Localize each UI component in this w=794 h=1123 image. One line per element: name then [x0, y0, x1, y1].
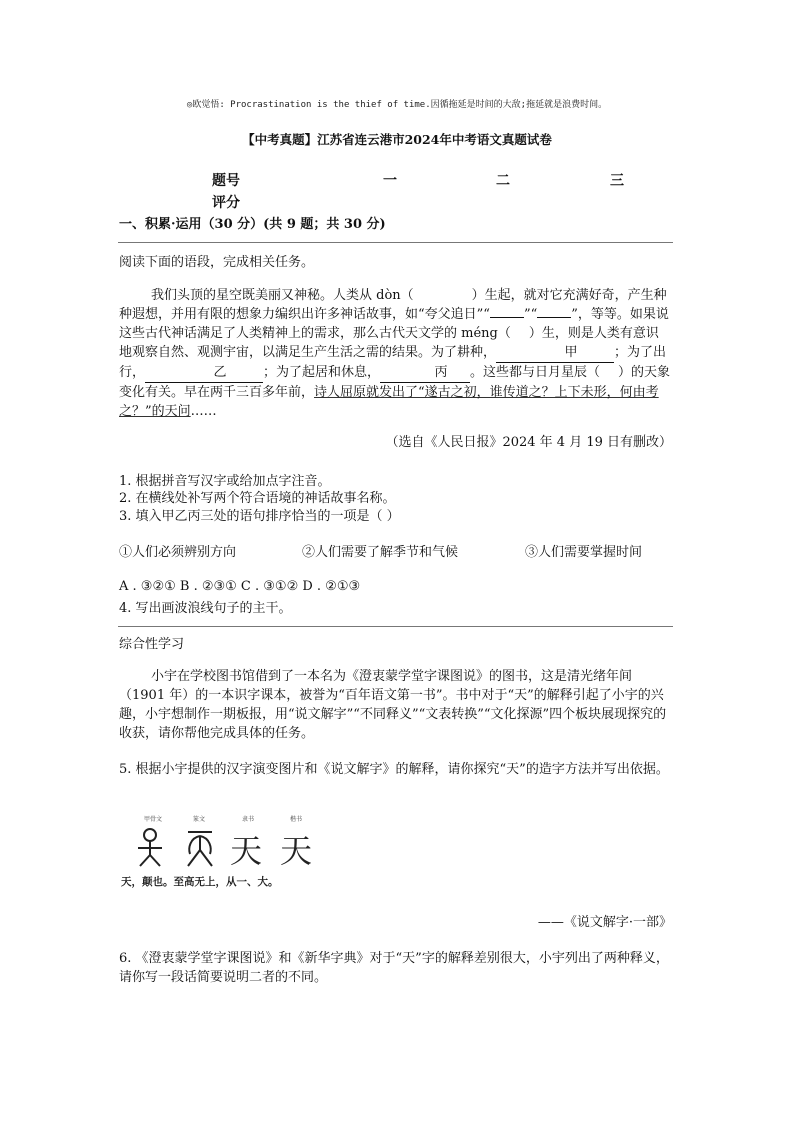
- regular-glyph: 天: [280, 832, 313, 870]
- score-table-col-2: 二: [496, 173, 510, 189]
- reading-intro: 阅读下面的语段，完成相关任务。: [119, 255, 315, 270]
- question-5: 5. 根据小宇提供的汉字演变图片和《说文解字》的解释，请你探究“天”的造字方法并写出依据。: [119, 762, 669, 777]
- score-table-col-1: 一: [383, 173, 397, 189]
- integrated-learning-paragraph: 小宇在学校图书馆借到了一本名为《澄衷蒙学堂字课图说》的图书，这是清光绪年间（1901 年）的一本识字课本，被誉为“百年语文第一书”。书中对于“天”的解释引起了小宇的兴趣，小宇想制作一期板报，用“说文解字”“不同释义”“文表转换”“文化探源”四个板块展现探究的收获，请你帮他完成具体的任务。: [119, 669, 667, 741]
- question-1: 1. 根据拼音写汉字或给加点字注音。: [119, 474, 331, 489]
- label-clerical: 隶书: [242, 816, 255, 823]
- label-regular: 楷书: [290, 816, 303, 823]
- score-table-header-label: 题号: [212, 173, 240, 189]
- reading-passage: 我们头顶的星空既美丽又神秘。人类从 dòn（ ）生起，就对它充满好奇，产生种种遐想，并用有限的想象力编织出许多神话故事，如“夸父追日”“ ”“ ”，等等。如果说这些古代神话满足了人类精神上的需求，那么古代天文学的 méng（ ）生，则是人类有意识地观察自然、观测宇宙，以满足生产生活之需的结果。为了耕种， 甲 ；为了出行， 乙 ；为了起居和休息， 丙 。这些都与日月星辰（ ）的天象变化有关。早在两千三百多年前，诗人屈原就发出了“遂古之初，谁传道之？上下未形，何由考之？”的天问……: [119, 288, 671, 419]
- question-3: 3. 填入甲乙丙三处的语句排序恰当的一项是（ ）: [119, 509, 400, 524]
- integrated-learning-heading: 综合性学习: [119, 637, 185, 652]
- label-oracle-bone: 甲骨文: [144, 816, 163, 823]
- question-2: 2. 在横线处补写两个符合语境的神话故事名称。: [119, 491, 396, 506]
- option-3: ③人们需要掌握时间: [525, 545, 643, 560]
- divider: [118, 626, 673, 627]
- motto-line: ◎欧觉悟: Procrastination is the thief of time.因循拖延是时间的大敌;拖延就是浪费时间。: [186, 100, 608, 110]
- blank-jia[interactable]: 甲: [496, 343, 614, 363]
- answer-choices: A . ③②① B . ②③① C . ③①② D . ②①③: [119, 579, 361, 594]
- blank-bing[interactable]: 丙: [380, 363, 470, 383]
- wavy-underlined-sentence: 诗人屈原就发出了“遂古之初，谁传道之？上下未形，何由考之？”的天问: [119, 385, 659, 419]
- seal-glyph: [180, 828, 222, 868]
- question-4: 4. 写出画波浪线句子的主干。: [119, 601, 292, 616]
- page-title: 【中考真题】江苏省连云港市2024年中考语文真题试卷: [242, 132, 552, 147]
- option-1: ①人们必须辨别方向: [119, 545, 237, 560]
- question-6: 6. 《澄衷蒙学堂字课图说》和《新华字典》对于“天”字的解释差别很大，小宇列出了两种释义，请你写一段话简要说明二者的不同。: [119, 951, 669, 985]
- divider: [118, 242, 673, 243]
- clerical-glyph: 天: [230, 832, 263, 870]
- figure-attribution: ——《说文解字·一部》: [537, 915, 672, 930]
- score-table-score-label: 评分: [212, 195, 240, 211]
- character-evolution-figure: [120, 812, 335, 894]
- passage-source: （选自《人民日报》2024 年 4 月 19 日有删改）: [385, 435, 672, 450]
- section-heading: 一、积累·运用（30 分）(共 9 题；共 30 分): [119, 217, 386, 232]
- blank[interactable]: [537, 317, 571, 318]
- blank-yi[interactable]: 乙: [145, 363, 263, 383]
- option-2: ②人们需要了解季节和气候: [302, 545, 459, 560]
- blank[interactable]: [490, 317, 524, 318]
- score-table-col-3: 三: [610, 173, 624, 189]
- label-seal: 篆文: [193, 816, 206, 823]
- figure-caption: 天，颠也。至高无上，从一、大。: [121, 876, 279, 888]
- oracle-bone-glyph: [130, 828, 172, 868]
